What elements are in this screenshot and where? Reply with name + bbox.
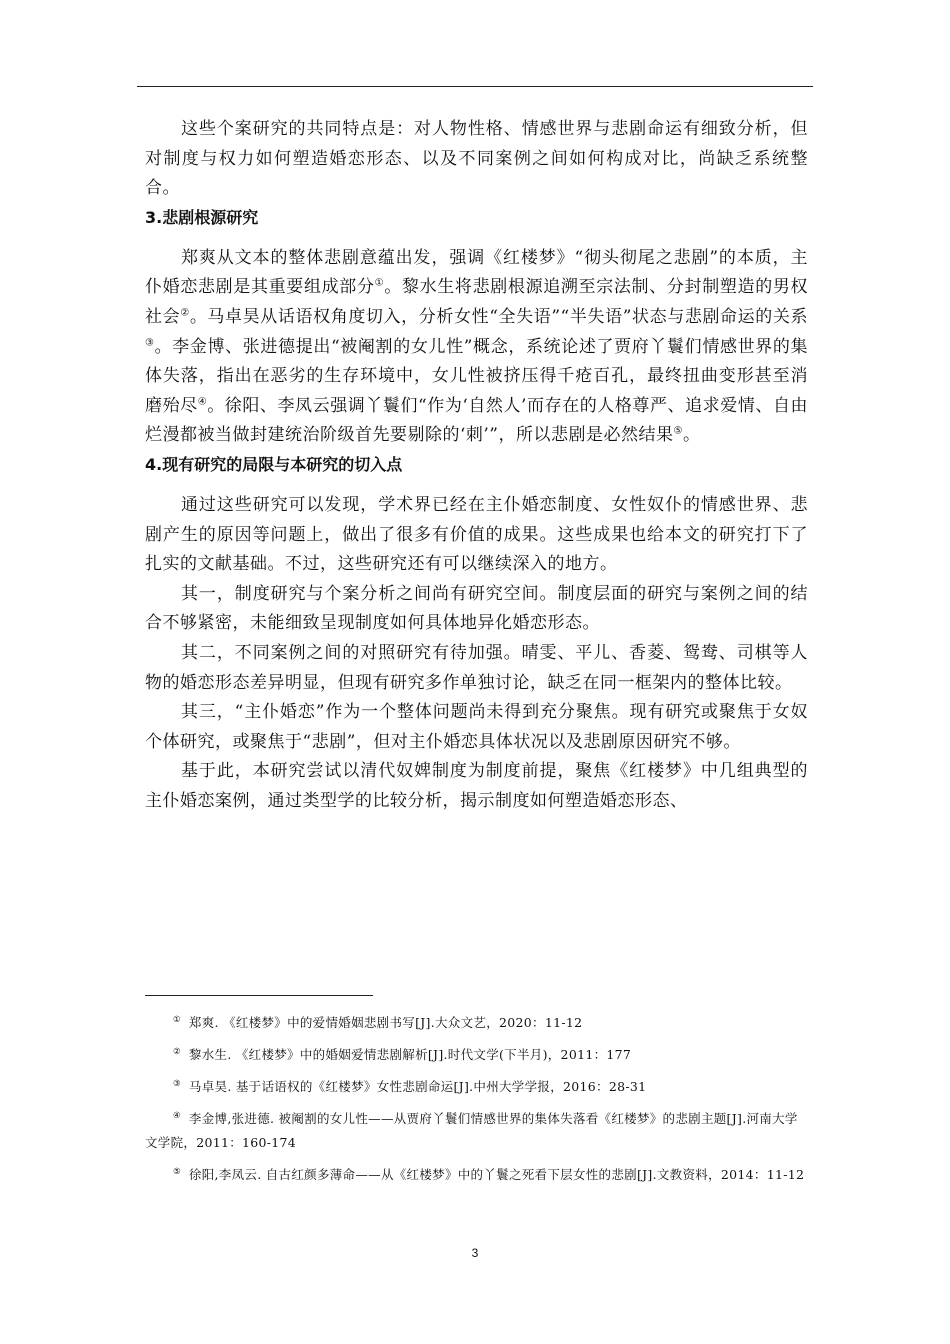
paragraph-tragedy-roots bbox=[145, 244, 808, 451]
footnotes bbox=[145, 1011, 808, 1195]
text-segment: 。徐阳、李凤云强调丫鬟们“作为‘自然人’而存在的人格尊严、追求爱情、自由烂漫都被当做封建统治阶级首先要剔除的‘刺’”，所以悲剧是必然结果 bbox=[145, 395, 809, 446]
text-segment: 。马卓昊从话语权角度切入，分析女性“全失语”“半失语”状态与悲剧命运的关系 bbox=[189, 306, 809, 327]
page-number: 3 bbox=[471, 1246, 479, 1260]
footnote-text: 郑爽. 《红楼梦》中的爱情婚姻悲剧书写[J].大众文艺，2020：11-12 bbox=[188, 1015, 583, 1030]
paragraph-research-findings: 通过这些研究可以发现，学术界已经在主仆婚恋制度、女性奴仆的情感世界、悲剧产生的原因等问题上，做出了很多有价值的成果。这些成果也给本文的研究打下了扎实的文献基础。不过，这些研究还有可以继续深入的地方。 bbox=[145, 494, 808, 575]
footnote-text: 李金博,张进德. 被阉割的女儿性——从贾府丫鬟们情感世界的集体失落看《红楼梦》的悲剧主题[J].河南大学文学院，2011：160-174 bbox=[145, 1111, 798, 1150]
paragraph-point-one: 其一，制度研究与个案分析之间尚有研究空间。制度层面的研究与案例之间的结合不够紧密，未能细致呈现制度如何具体地异化婚恋形态。 bbox=[145, 583, 808, 634]
footnote-4 bbox=[145, 1107, 808, 1155]
footnote-2 bbox=[145, 1043, 808, 1067]
text-segment: 。黎水生将悲剧根源追溯至宗法制、分封制塑造的男权社会 bbox=[145, 277, 809, 327]
text-segment: 。李金博、张进德提出“被阉割的女儿性”概念，系统论述了贾府丫鬟们情感世界的集体失落，指出在恶劣的生存环境中，女儿性被挤压得千疮百孔，最终扭曲变形甚至消磨殆尽 bbox=[145, 336, 808, 416]
footnote-ref-3[interactable]: ③ bbox=[145, 336, 155, 348]
footnote-mark: ② bbox=[173, 1046, 181, 1057]
footnote-5 bbox=[145, 1163, 808, 1187]
page-body bbox=[145, 115, 808, 816]
footnote-mark: ③ bbox=[173, 1078, 181, 1089]
section-heading-limitations: 4.现有研究的局限与本研究的切入点 bbox=[145, 454, 403, 474]
footnote-text: 黎水生. 《红楼梦》中的婚姻爱情悲剧解析[J].时代文学(下半月)，2011：177 bbox=[188, 1047, 632, 1062]
footnote-ref-2[interactable]: ② bbox=[180, 307, 190, 319]
paragraph-point-three: 其三，“主仆婚恋”作为一个整体问题尚未得到充分聚焦。现有研究或聚焦于女奴个体研究，或聚焦于“悲剧”，但对主仆婚恋具体状况以及悲剧原因研究不够。 bbox=[145, 702, 808, 752]
footnote-ref-5[interactable]: ⑤ bbox=[673, 425, 683, 437]
text-segment: 郑爽从文本的整体悲剧意蕴出发，强调《红楼梦》“彻头彻尾之悲剧”的本质，主仆婚恋悲剧是其重要组成部分 bbox=[145, 247, 808, 298]
footnote-mark: ④ bbox=[173, 1110, 181, 1121]
footnote-mark: ⑤ bbox=[173, 1166, 181, 1177]
footnote-3 bbox=[145, 1075, 808, 1099]
footnote-mark: ① bbox=[173, 1014, 181, 1025]
paragraph-research-approach: 基于此，本研究尝试以清代奴婢制度为制度前提，聚焦《红楼梦》中几组典型的主仆婚恋案例，通过类型学的比较分析，揭示制度如何塑造婚恋形态、 bbox=[145, 761, 808, 811]
text-segment: 。 bbox=[682, 425, 701, 446]
footnote-text: 马卓昊. 基于话语权的《红楼梦》女性悲剧命运[J].中州大学学报，2016：28-31 bbox=[188, 1079, 647, 1094]
footnote-separator bbox=[145, 995, 373, 996]
header-rule bbox=[137, 86, 813, 87]
section-heading-tragedy-roots: 3.悲剧根源研究 bbox=[145, 207, 259, 227]
footnote-ref-1[interactable]: ① bbox=[374, 277, 385, 289]
paragraph-point-two: 其二，不同案例之间的对照研究有待加强。晴雯、平儿、香菱、鸳鸯、司棋等人物的婚恋形态差异明显，但现有研究多作单独讨论，缺乏在同一框架内的整体比较。 bbox=[145, 642, 808, 693]
footnote-ref-4[interactable]: ④ bbox=[197, 396, 208, 408]
footnote-text: 徐阳,李凤云. 自古红颜多薄命——从《红楼梦》中的丫鬟之死看下层女性的悲剧[J].文教资料，2014：11-12 bbox=[188, 1167, 805, 1182]
footnote-1 bbox=[145, 1011, 808, 1035]
paragraph-case-study-summary: 这些个案研究的共同特点是：对人物性格、情感世界与悲剧命运有细致分析，但对制度与权力如何塑造婚恋形态、以及不同案例之间如何构成对比，尚缺乏系统整合。 bbox=[145, 119, 808, 199]
